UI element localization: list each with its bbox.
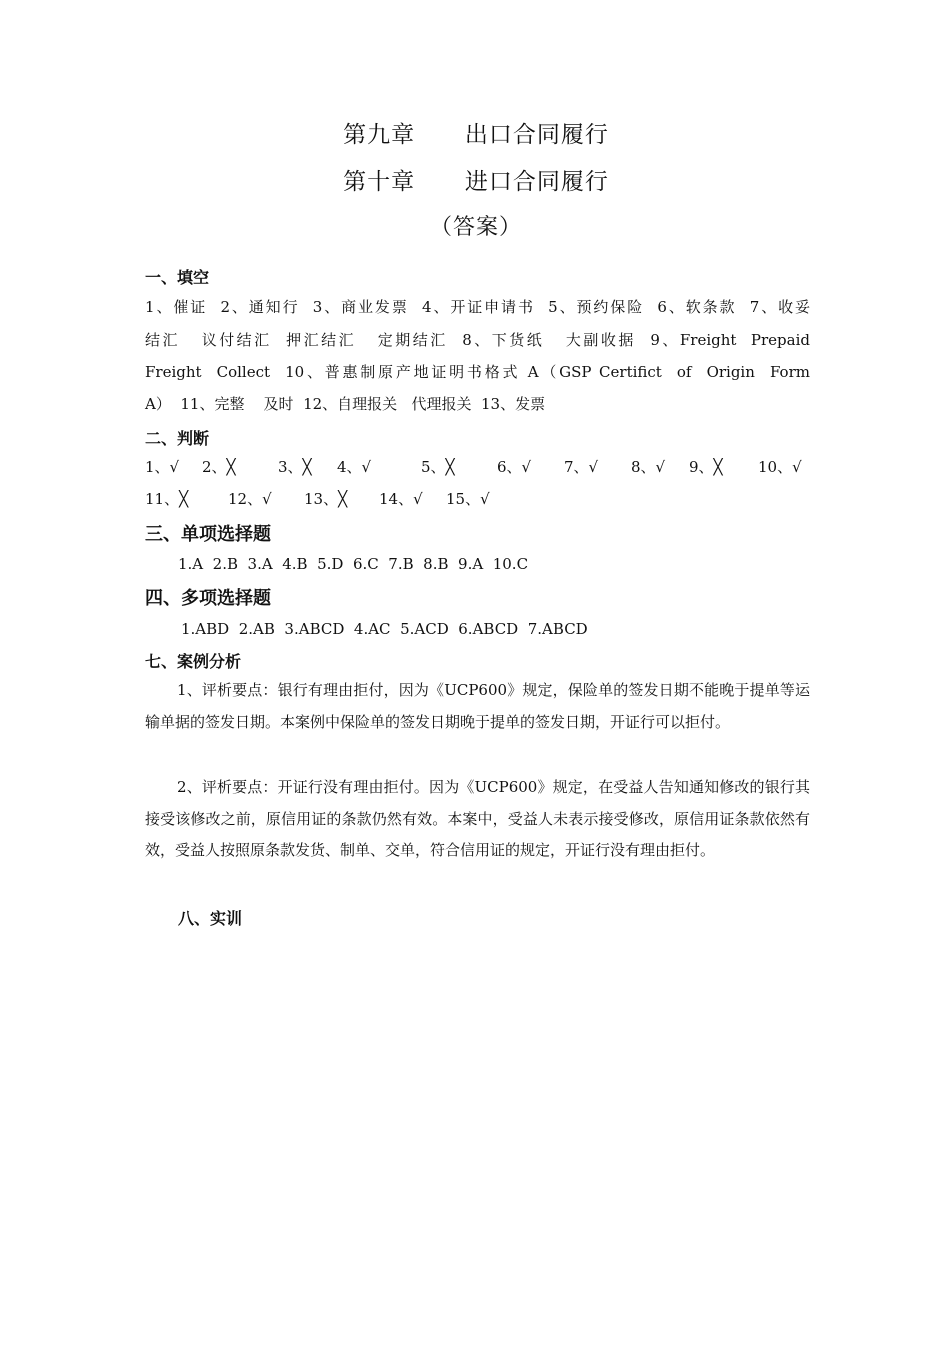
fill-blank-line-2: 结汇 议付结汇 押汇结汇 定期结汇 8、下货纸 大副收据 9、Freight Prepaid: [145, 331, 810, 349]
case-analysis-1: [145, 675, 810, 738]
fill-blank-line-4: A） 11、完整 及时 12、自理报关 代理报关 13、发票: [145, 395, 546, 413]
tf-answer: 8、√: [631, 458, 666, 476]
tf-answer: 6、√: [497, 458, 532, 476]
fill-blank-line-1: 1、催证 2、通知行 3、商业发票 4、开证申请书 5、预约保险 6、软条款 7、收妥: [145, 298, 810, 316]
tf-answer: 5、╳: [421, 458, 455, 476]
tf-answer: 14、√: [379, 490, 423, 508]
section-true-false-heading: 二、判断: [145, 429, 210, 448]
chapter-9-title: 第九章 出口合同履行: [343, 122, 609, 148]
section-practice-heading: 八、实训: [178, 909, 243, 928]
tf-answer: 9、╳: [689, 458, 723, 476]
section-fill-blank-heading: 一、填空: [145, 268, 210, 287]
case-analysis-1-text: 1、评析要点：银行有理由拒付，因为《UCP600》规定，保险单的签发日期不能晚于提单等运输单据的签发日期。本案例中保险单的签发日期晚于提单的签发日期，开证行可以拒付。: [145, 681, 810, 731]
case-analysis-2: [145, 772, 810, 867]
fill-blank-line-3: Freight Collect 10、普惠制原产地证明书格式 A（GSP Certifict of Origin Form: [145, 363, 810, 381]
tf-answer: 3、╳: [278, 458, 312, 476]
tf-answer: 11、╳: [145, 490, 189, 508]
single-choice-answers: 1.A 2.B 3.A 4.B 5.D 6.C 7.B 8.B 9.A 10.C: [178, 555, 529, 573]
case-analysis-2-text: 2、评析要点：开证行没有理由拒付。因为《UCP600》规定，在受益人告知通知修改的银行其接受该修改之前，原信用证的条款仍然有效。本案中，受益人未表示接受修改，原信用证条款依然有效，受益人按照原条款发货、制单、交单，符合信用证的规定，开证行没有理由拒付。: [145, 778, 810, 859]
answers-subtitle: （答案）: [429, 215, 522, 240]
section-case-analysis-heading: 七、案例分析: [145, 652, 242, 671]
multiple-choice-answers: 1.ABD 2.AB 3.ABCD 4.AC 5.ACD 6.ABCD 7.ABCD: [181, 620, 588, 638]
chapter-10-title: 第十章 进口合同履行: [343, 169, 609, 195]
tf-answer: 15、√: [446, 490, 490, 508]
section-single-choice-heading: 三、单项选择题: [145, 524, 271, 545]
tf-answer: 7、√: [564, 458, 599, 476]
tf-answer: 10、√: [758, 458, 802, 476]
section-multiple-choice-heading: 四、多项选择题: [145, 588, 271, 609]
tf-answer: 12、√: [228, 490, 272, 508]
tf-answer: 2、╳: [202, 458, 236, 476]
tf-answer: 1、√: [145, 458, 180, 476]
tf-answer: 13、╳: [304, 490, 348, 508]
tf-answer: 4、√: [337, 458, 372, 476]
